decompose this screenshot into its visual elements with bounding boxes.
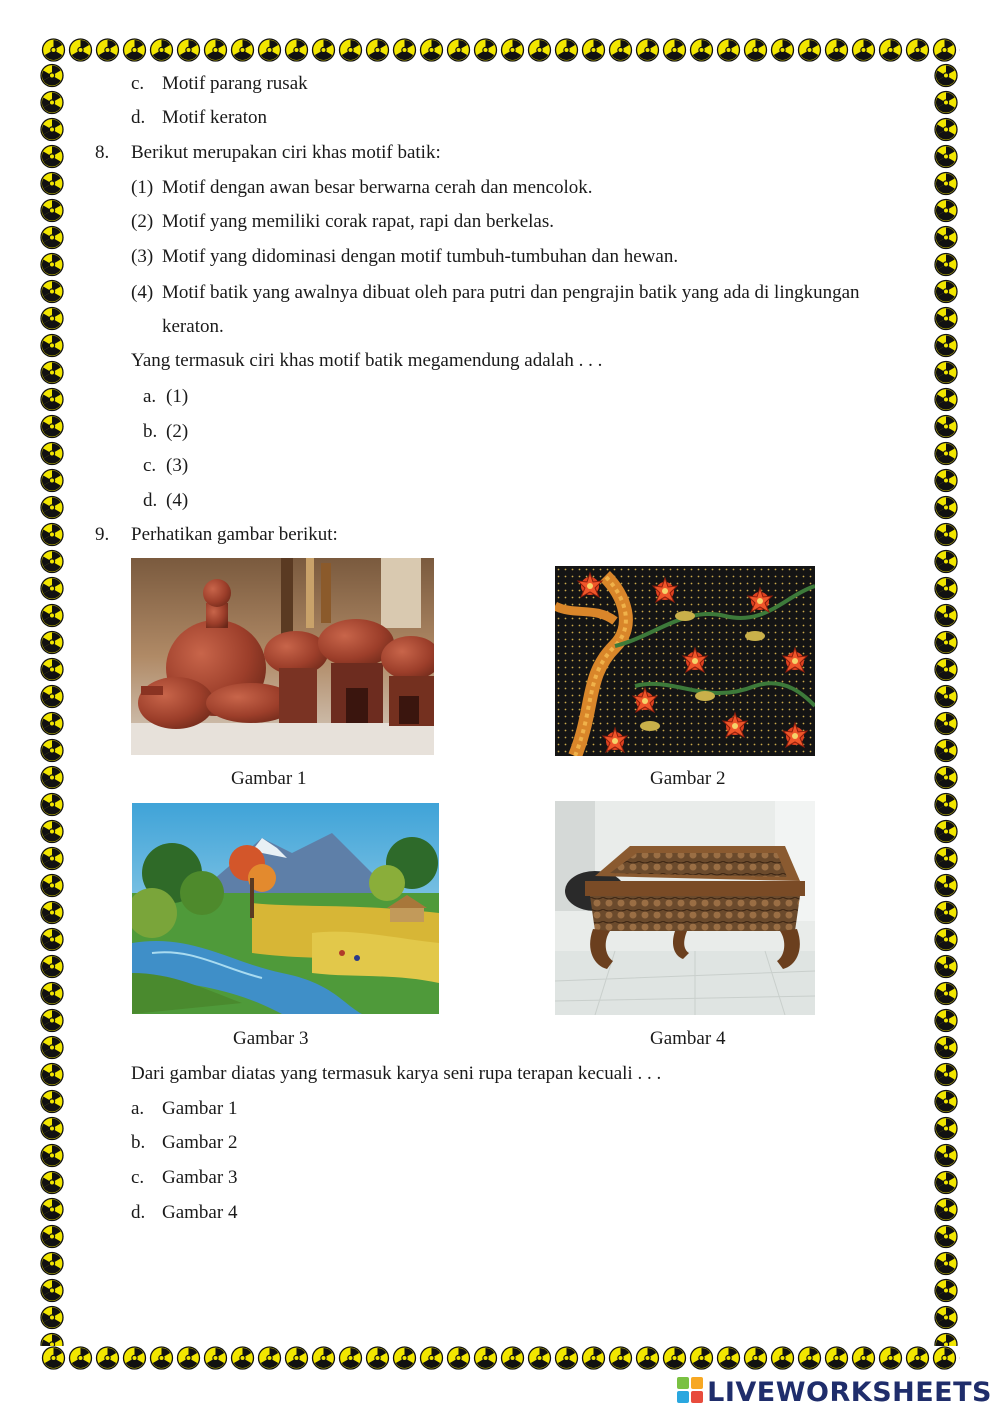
question-prompt: Dari gambar diatas yang termasuk karya seni rupa terapan kecuali . . . bbox=[131, 1063, 662, 1084]
statement-number: (1) bbox=[131, 177, 154, 198]
statement-text-continuation: keraton. bbox=[162, 316, 224, 337]
radiation-symbol-icon bbox=[934, 62, 958, 1346]
option-letter: b. bbox=[143, 421, 158, 442]
option-letter: c. bbox=[131, 1167, 145, 1188]
option-text: Gambar 1 bbox=[162, 1098, 238, 1119]
question-stem: Berikut merupakan ciri khas motif batik: bbox=[131, 142, 441, 163]
brand-name: LIVEWORKSHEETS bbox=[707, 1376, 992, 1408]
question-number: 9. bbox=[95, 524, 110, 545]
radiation-symbol-icon bbox=[40, 1346, 960, 1370]
statement-text: Motif dengan awan besar berwarna cerah dan mencolok. bbox=[162, 177, 593, 198]
statement-number: (4) bbox=[131, 282, 154, 303]
question-number: 8. bbox=[95, 142, 110, 163]
option-text: (1) bbox=[166, 386, 189, 407]
image-caption: Gambar 2 bbox=[650, 768, 726, 789]
option-letter: d. bbox=[131, 107, 146, 128]
carved-table-image bbox=[555, 801, 815, 1015]
option-letter: d. bbox=[131, 1202, 146, 1223]
statement-text: Motif yang didominasi dengan motif tumbuh-tumbuhan dan hewan. bbox=[162, 246, 679, 267]
statement-number: (2) bbox=[131, 211, 154, 232]
option-text: Gambar 3 bbox=[162, 1167, 238, 1188]
landscape-painting-image bbox=[132, 803, 439, 1014]
liveworksheets-logo-icon bbox=[677, 1377, 703, 1408]
image-caption: Gambar 1 bbox=[231, 768, 307, 789]
image-caption: Gambar 4 bbox=[650, 1028, 726, 1049]
pottery-image bbox=[131, 558, 434, 755]
question-prompt: Yang termasuk ciri khas motif batik megamendung adalah . . . bbox=[131, 350, 603, 371]
image-caption: Gambar 3 bbox=[233, 1028, 309, 1049]
option-text: (2) bbox=[166, 421, 189, 442]
option-text: (3) bbox=[166, 455, 189, 476]
option-text: Gambar 2 bbox=[162, 1132, 238, 1153]
option-text: Motif parang rusak bbox=[162, 73, 308, 94]
liveworksheets-brand bbox=[677, 1375, 992, 1409]
option-letter: a. bbox=[143, 386, 157, 407]
statement-number: (3) bbox=[131, 246, 154, 267]
radiation-symbol-icon bbox=[40, 62, 64, 1346]
radiation-symbol-icon bbox=[40, 38, 960, 62]
option-letter: c. bbox=[143, 455, 157, 476]
option-text: Motif keraton bbox=[162, 107, 268, 128]
option-text: (4) bbox=[166, 490, 189, 511]
option-letter: d. bbox=[143, 490, 158, 511]
option-letter: c. bbox=[131, 73, 145, 94]
option-letter: a. bbox=[131, 1098, 145, 1119]
option-text: Gambar 4 bbox=[162, 1202, 238, 1223]
statement-text: Motif yang memiliki corak rapat, rapi dan berkelas. bbox=[162, 211, 555, 232]
batik-image bbox=[555, 566, 815, 756]
statement-text: Motif batik yang awalnya dibuat oleh para putri dan pengrajin batik yang ada di lingkungan bbox=[162, 282, 860, 303]
option-letter: b. bbox=[131, 1132, 146, 1153]
question-stem: Perhatikan gambar berikut: bbox=[131, 524, 338, 545]
